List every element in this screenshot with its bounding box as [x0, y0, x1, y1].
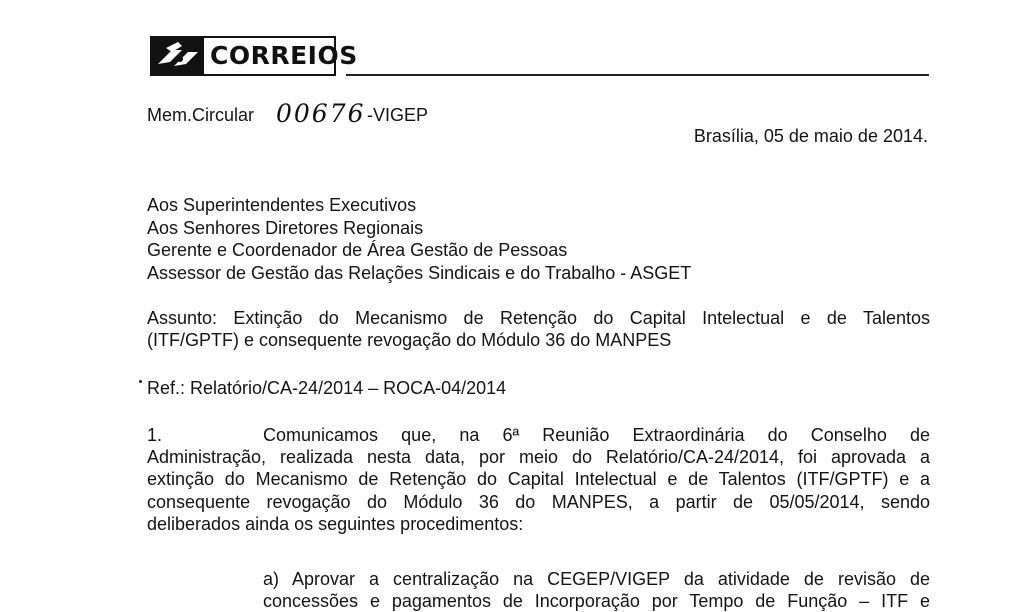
paragraph-line: Comunicamos que, na 6ª Reunião Extraordinária do Conselho de: [263, 425, 930, 445]
correios-emblem-icon: [152, 38, 204, 74]
paragraph-line: consequente revogação do Módulo 36 do MANPES, a partir de 05/05/2014, sendo: [147, 492, 930, 512]
paragraph-number: 1.: [147, 425, 163, 445]
paragraph-line: extinção do Mecanismo de Retenção do Capital Intelectual e de Talentos (ITF/GPTF) e a: [147, 469, 930, 489]
recipient-line: Aos Superintendentes Executivos: [147, 195, 417, 215]
date-line: Brasília, 05 de maio de 2014.: [693, 126, 928, 146]
recipient-line: Aos Senhores Diretores Regionais: [147, 218, 424, 238]
paragraph-line: deliberados ainda os seguintes procedimentos:: [147, 514, 524, 534]
logo-text: CORREIOS: [210, 41, 358, 70]
scan-speck: [139, 380, 142, 383]
correios-logo: [150, 36, 358, 76]
recipient-line: Gerente e Coordenador de Área Gestão de Pessoas: [147, 240, 568, 260]
item-line: concessões e pagamentos de Incorporação por Tempo de Função – ITF e: [263, 591, 930, 611]
subject-line: Assunto: Extinção do Mecanismo de Retenção do Capital Intelectual e de Talentos: [147, 308, 930, 328]
header-rule: [346, 74, 929, 76]
memo-suffix: -VIGEP: [367, 105, 429, 125]
item-line: a) Aprovar a centralização na CEGEP/VIGEP da atividade de revisão de: [263, 569, 930, 589]
recipient-line: Assessor de Gestão das Relações Sindicais e do Trabalho - ASGET: [147, 263, 692, 283]
subject-line: (ITF/GPTF) e consequente revogação do Módulo 36 do MANPES: [147, 330, 672, 350]
paragraph-line: Administração, realizada nesta data, por meio do Relatório/CA-24/2014, foi aprovada a: [147, 447, 930, 467]
memo-number-handwritten: 00676: [276, 99, 366, 128]
memo-prefix: Mem.Circular: [147, 105, 255, 125]
reference-line: Ref.: Relatório/CA-24/2014 – ROCA-04/2014: [147, 378, 507, 398]
